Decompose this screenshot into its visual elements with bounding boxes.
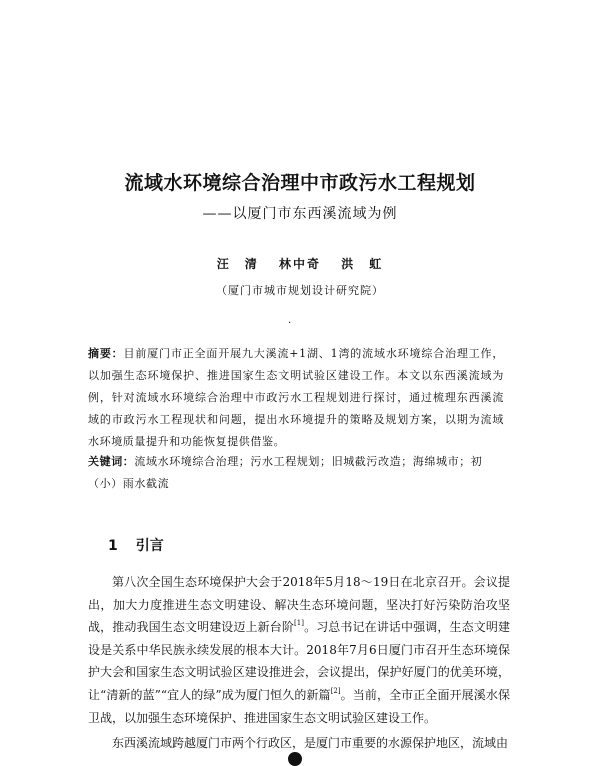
keywords bbox=[88, 451, 504, 495]
body-text bbox=[88, 571, 510, 755]
paper-title: 流域水环境综合治理中市政污水工程规划 bbox=[124, 172, 476, 194]
citation: [1] bbox=[294, 619, 304, 628]
body-paragraph: 东西溪流域跨越厦门市两个行政区，是厦门市重要的水源保护地区，流域由 bbox=[112, 736, 509, 751]
keywords-label: 关键词： bbox=[88, 455, 135, 468]
body-text-run: 。当前，全市正全面开展溪水保卫战，以加强生态环境保护、推进国家生态文明试验区建设工作。 bbox=[88, 687, 510, 725]
section-heading bbox=[108, 535, 164, 555]
keywords-text: 流域水环境综合治理；污水工程规划；旧城截污改造；海绵城市；初（小）雨水截流 bbox=[88, 455, 483, 490]
author-list bbox=[0, 255, 600, 272]
abstract-text: 目前厦门市正全面开展九大溪流+1湖、1湾的流域水环境综合治理工作，以加强生态环境保护、推进国家生态文明试验区建设工作。本文以东西溪流域为例，针对流域水环境综合治理中市政污水工程规划进行探讨，通过梳理东西溪流域的市政污水工程现状和问题，提出水环境提升的策略及规划方案，以期为流域水环境质量提升和功能恢复提供借鉴。 bbox=[88, 347, 504, 448]
author-name: 林中奇 bbox=[278, 257, 321, 271]
body-paragraph bbox=[88, 571, 510, 729]
stray-mark: · bbox=[288, 318, 292, 329]
body-text-run: 。习总书记在讲话中强调，生态文明建设是关系中华民族永续发展的根本大计。2018年7月6日厦门市召开生态环境保护大会和国家生态文明试验区建设推进会，会议提出，保护好厦门的优美环境，让“清新的蓝”“宜人的绿”成为厦门恒久的新篇 bbox=[88, 620, 510, 702]
body-text-run: 第八次全国生态环境保护大会于2018年5月18～19日在北京召开。会议提出，加大力度推进生态文明建设、解决生态环境问题，坚决打好污染防治攻坚战，推动我国生态文明建设迈上新台阶 bbox=[88, 575, 510, 635]
section-number: 1 bbox=[108, 538, 118, 554]
page-marker-dot bbox=[288, 752, 302, 766]
section-title: 引言 bbox=[135, 538, 164, 554]
citation: [2] bbox=[330, 686, 341, 695]
author-name: 汪 清 bbox=[216, 257, 259, 271]
author-affiliation: （厦门市城市规划设计研究院） bbox=[216, 284, 384, 297]
abstract bbox=[88, 343, 504, 453]
abstract-label: 摘要： bbox=[88, 347, 124, 360]
author-name: 洪 虹 bbox=[341, 257, 384, 271]
paper-subtitle: ——以厦门市东西溪流域为例 bbox=[202, 206, 398, 222]
